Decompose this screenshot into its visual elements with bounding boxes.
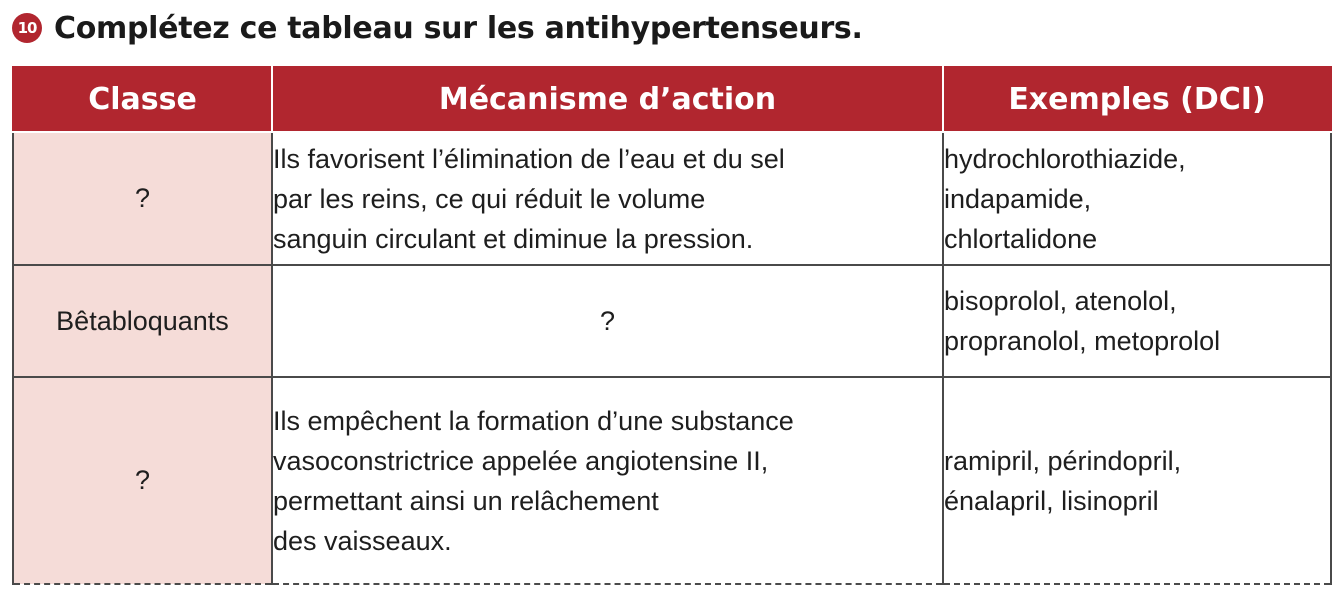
antihypertensive-table	[12, 66, 1332, 585]
mecanisme-line: des vaisseaux.	[273, 525, 452, 556]
mecanisme-line: vasoconstrictrice appelée angiotensine II,	[273, 445, 769, 476]
mecanisme-cell	[272, 377, 943, 584]
exemples-cell	[943, 265, 1331, 377]
classe-cell[interactable]: ?	[13, 377, 272, 584]
exemples-cell	[943, 377, 1331, 584]
mecanisme-line: Ils favorisent l’élimination de l’eau et du sel	[273, 143, 785, 174]
exercise-title: Complétez ce tableau sur les antihypertenseurs.	[54, 10, 863, 46]
exemples-cell	[943, 132, 1331, 265]
mecanisme-line: permettant ainsi un relâchement	[273, 485, 659, 516]
exemple-line: ramipril, périndopril,	[944, 445, 1182, 476]
exercise-number-badge: 10	[12, 13, 42, 43]
exemple-line: hydrochlorothiazide,	[944, 143, 1186, 174]
exemple-line: chlortalidone	[944, 223, 1098, 254]
mecanisme-line: Ils empêchent la formation d’une substance	[273, 405, 794, 436]
header-exemples: Exemples (DCI)	[943, 67, 1331, 132]
table-row	[13, 377, 1331, 584]
mecanisme-cell[interactable]	[272, 265, 943, 377]
mecanisme-cell	[272, 132, 943, 265]
exemple-line: énalapril, lisinopril	[944, 485, 1159, 516]
table-row	[13, 132, 1331, 265]
classe-cell: Bêtabloquants	[13, 265, 272, 377]
exemple-line: indapamide,	[944, 183, 1092, 214]
exemple-line: bisoprolol, atenolol,	[944, 286, 1177, 316]
mecanisme-line: sanguin circulant et diminue la pression.	[273, 223, 754, 254]
mecanisme-line: par les reins, ce qui réduit le volume	[273, 183, 706, 214]
header-mecanisme: Mécanisme d’action	[272, 67, 943, 132]
classe-cell[interactable]: ?	[13, 132, 272, 265]
table-row	[13, 265, 1331, 377]
exercise-heading	[12, 8, 863, 48]
header-classe: Classe	[13, 67, 272, 132]
mecanisme-line: ?	[599, 306, 616, 336]
table-header-row	[13, 67, 1331, 132]
exemple-line: propranolol, metoprolol	[944, 326, 1221, 356]
